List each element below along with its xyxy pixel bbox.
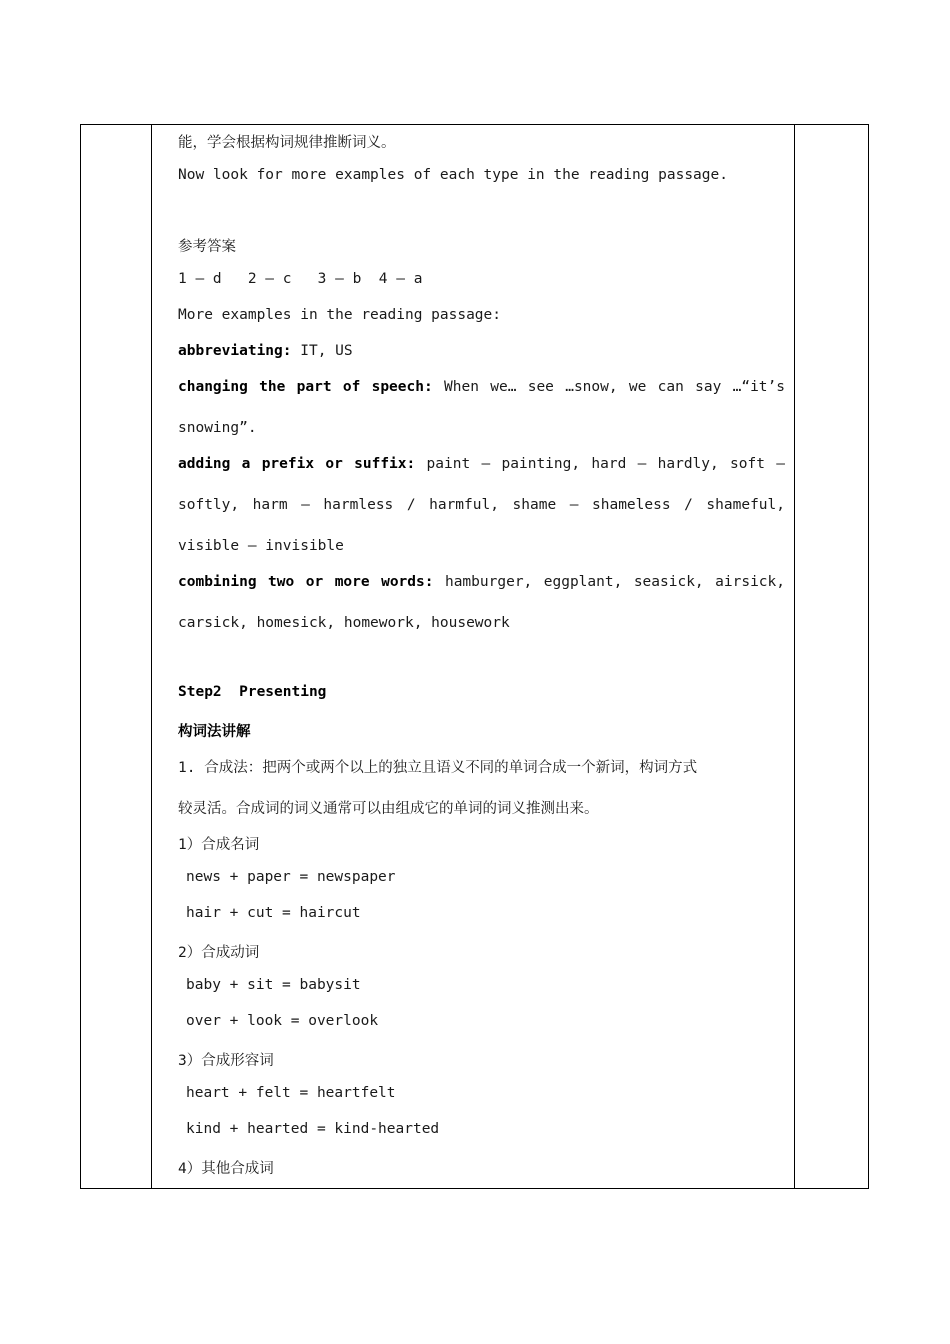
prefix-suffix-label: adding a prefix or suffix: bbox=[178, 456, 416, 472]
abbreviating-example bbox=[178, 343, 353, 359]
compound-intro: 1. 合成法：把两个或两个以上的独立且语义不同的单词合成一个新词，构词方式 bbox=[178, 760, 698, 776]
more-examples-text: More examples in the reading passage: bbox=[178, 307, 502, 323]
prefix-suffix-text-cont: softly, harm – harmless / harmful, shame – shameless / shameful, bbox=[178, 497, 785, 513]
abbreviating-label: abbreviating: bbox=[178, 343, 292, 359]
lesson-table bbox=[80, 124, 869, 1189]
verb-example: over + look = overlook bbox=[186, 1013, 379, 1029]
verb-example: baby + sit = babysit bbox=[186, 977, 361, 993]
right-column-divider bbox=[794, 125, 795, 1188]
answer-key: 1 – d 2 – c 3 – b 4 – a bbox=[178, 271, 423, 287]
prefix-suffix-text: paint – painting, hard – hardly, soft – bbox=[415, 456, 785, 472]
intro-text: 能，学会根据构词规律推断词义。 bbox=[178, 135, 396, 151]
instruction-text: Now look for more examples of each type in the reading passage. bbox=[178, 167, 728, 183]
prefix-suffix-example bbox=[178, 456, 785, 472]
combining-text: hamburger, eggplant, seasick, airsick, bbox=[433, 574, 785, 590]
abbreviating-text: IT, US bbox=[291, 343, 353, 359]
combining-text-cont: carsick, homesick, homework, housework bbox=[178, 615, 510, 631]
part-of-speech-example bbox=[178, 379, 785, 395]
prefix-suffix-text-end: visible – invisible bbox=[178, 538, 344, 554]
other-compounds-heading: 4）其他合成词 bbox=[178, 1161, 274, 1177]
compound-verbs-heading: 2）合成动词 bbox=[178, 945, 260, 961]
compound-intro-cont: 较灵活。合成词的词义通常可以由组成它的单词的词义推测出来。 bbox=[178, 801, 599, 817]
explain-heading: 构词法讲解 bbox=[178, 724, 251, 740]
answer-heading: 参考答案 bbox=[178, 239, 236, 255]
combining-example bbox=[178, 574, 785, 590]
part-of-speech-text-cont: snowing”. bbox=[178, 420, 257, 436]
combining-label: combining two or more words: bbox=[178, 574, 434, 590]
noun-example: news + paper = newspaper bbox=[186, 869, 396, 885]
noun-example: hair + cut = haircut bbox=[186, 905, 361, 921]
adjective-example: kind + hearted = kind-hearted bbox=[186, 1121, 440, 1137]
compound-adjectives-heading: 3）合成形容词 bbox=[178, 1053, 274, 1069]
part-of-speech-text: When we… see …snow, we can say …“it’s bbox=[432, 379, 786, 395]
part-of-speech-label: changing the part of speech: bbox=[178, 379, 433, 395]
adjective-example: heart + felt = heartfelt bbox=[186, 1085, 396, 1101]
compound-nouns-heading: 1）合成名词 bbox=[178, 837, 260, 853]
step2-heading: Step2 Presenting bbox=[178, 684, 327, 700]
left-column-divider bbox=[151, 125, 152, 1188]
